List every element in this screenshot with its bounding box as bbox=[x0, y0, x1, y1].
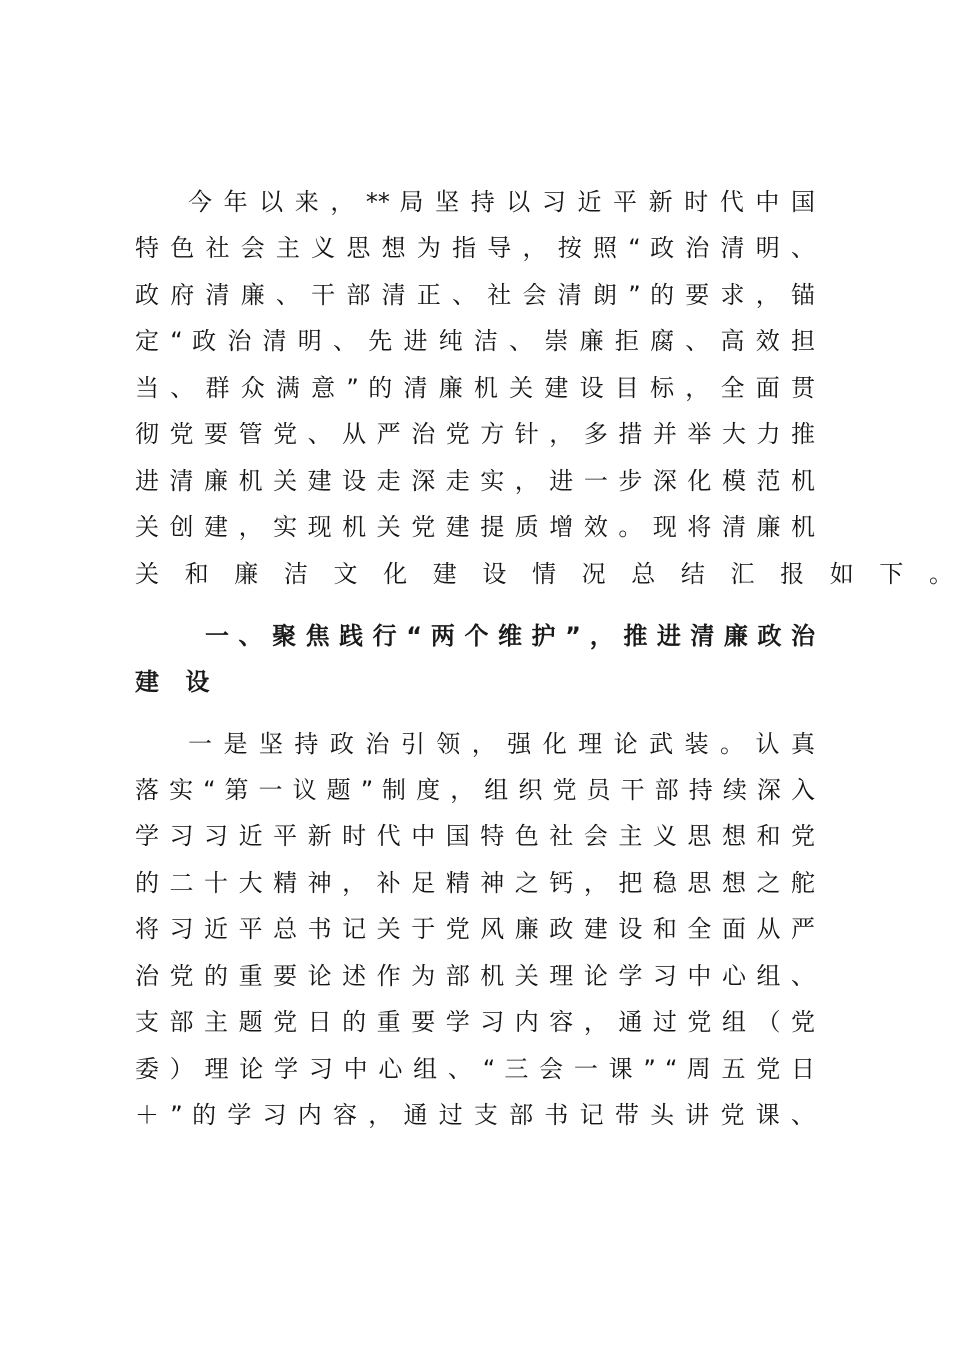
text-line: 关 创 建 ， 实 现 机 关 党 建 提 质 增 效 。 现 将 清 廉 机 bbox=[135, 513, 815, 541]
text-line: 委 ） 理 论 学 习 中 心 组 、 “ 三 会 一 课 ” “ 周 五 党 日 bbox=[135, 1055, 815, 1083]
text-line: 彻 党 要 管 党 、 从 严 治 党 方 针 ， 多 措 并 举 大 力 推 bbox=[135, 420, 815, 448]
text-line: 政 府 清 廉 、 干 部 清 正 、 社 会 清 朗 ” 的 要 求 ， 锚 bbox=[135, 281, 815, 309]
text-line: 今 年 以 来 ， ** 局 坚 持 以 习 近 平 新 时 代 中 国 bbox=[188, 188, 815, 216]
text-line: 学 习 习 近 平 新 时 代 中 国 特 色 社 会 主 义 思 想 和 党 bbox=[135, 822, 815, 850]
text-line: 关 和 廉 洁 文 化 建 设 情 况 总 结 汇 报 如 下 。 bbox=[135, 560, 962, 588]
text-line: 落 实 “ 第 一 议 题 ” 制 度 ， 组 织 党 员 干 部 持 续 深 入 bbox=[135, 776, 815, 804]
heading-line: 一 、 聚 焦 践 行 “ 两 个 维 护 ” ， 推 进 清 廉 政 治 bbox=[205, 622, 815, 650]
text-line: 一 是 坚 持 政 治 引 领 ， 强 化 理 论 武 装 。 认 真 bbox=[188, 730, 815, 758]
text-line: 治 党 的 重 要 论 述 作 为 部 机 关 理 论 学 习 中 心 组 、 bbox=[135, 962, 815, 990]
text-line: 的 二 十 大 精 神 ， 补 足 精 神 之 钙 ， 把 稳 思 想 之 舵 bbox=[135, 869, 815, 897]
text-line: 特 色 社 会 主 义 思 想 为 指 导 ， 按 照 “ 政 治 清 明 、 bbox=[135, 234, 815, 262]
text-line: 支 部 主 题 党 日 的 重 要 学 习 内 容 ， 通 过 党 组 （ 党 bbox=[135, 1008, 815, 1036]
text-line: 进 清 廉 机 关 建 设 走 深 走 实 ， 进 一 步 深 化 模 范 机 bbox=[135, 467, 815, 495]
text-line: ＋ ” 的 学 习 内 容 ， 通 过 支 部 书 记 带 头 讲 党 课 、 bbox=[135, 1101, 815, 1129]
text-line: 将 习 近 平 总 书 记 关 于 党 风 廉 政 建 设 和 全 面 从 严 bbox=[135, 915, 815, 943]
text-line: 定 “ 政 治 清 明 、 先 进 纯 洁 、 崇 廉 拒 腐 、 高 效 担 bbox=[135, 327, 815, 355]
text-line: 当 、 群 众 满 意 ” 的 清 廉 机 关 建 设 目 标 ， 全 面 贯 bbox=[135, 374, 815, 402]
heading-line: 建 设 bbox=[135, 668, 219, 696]
